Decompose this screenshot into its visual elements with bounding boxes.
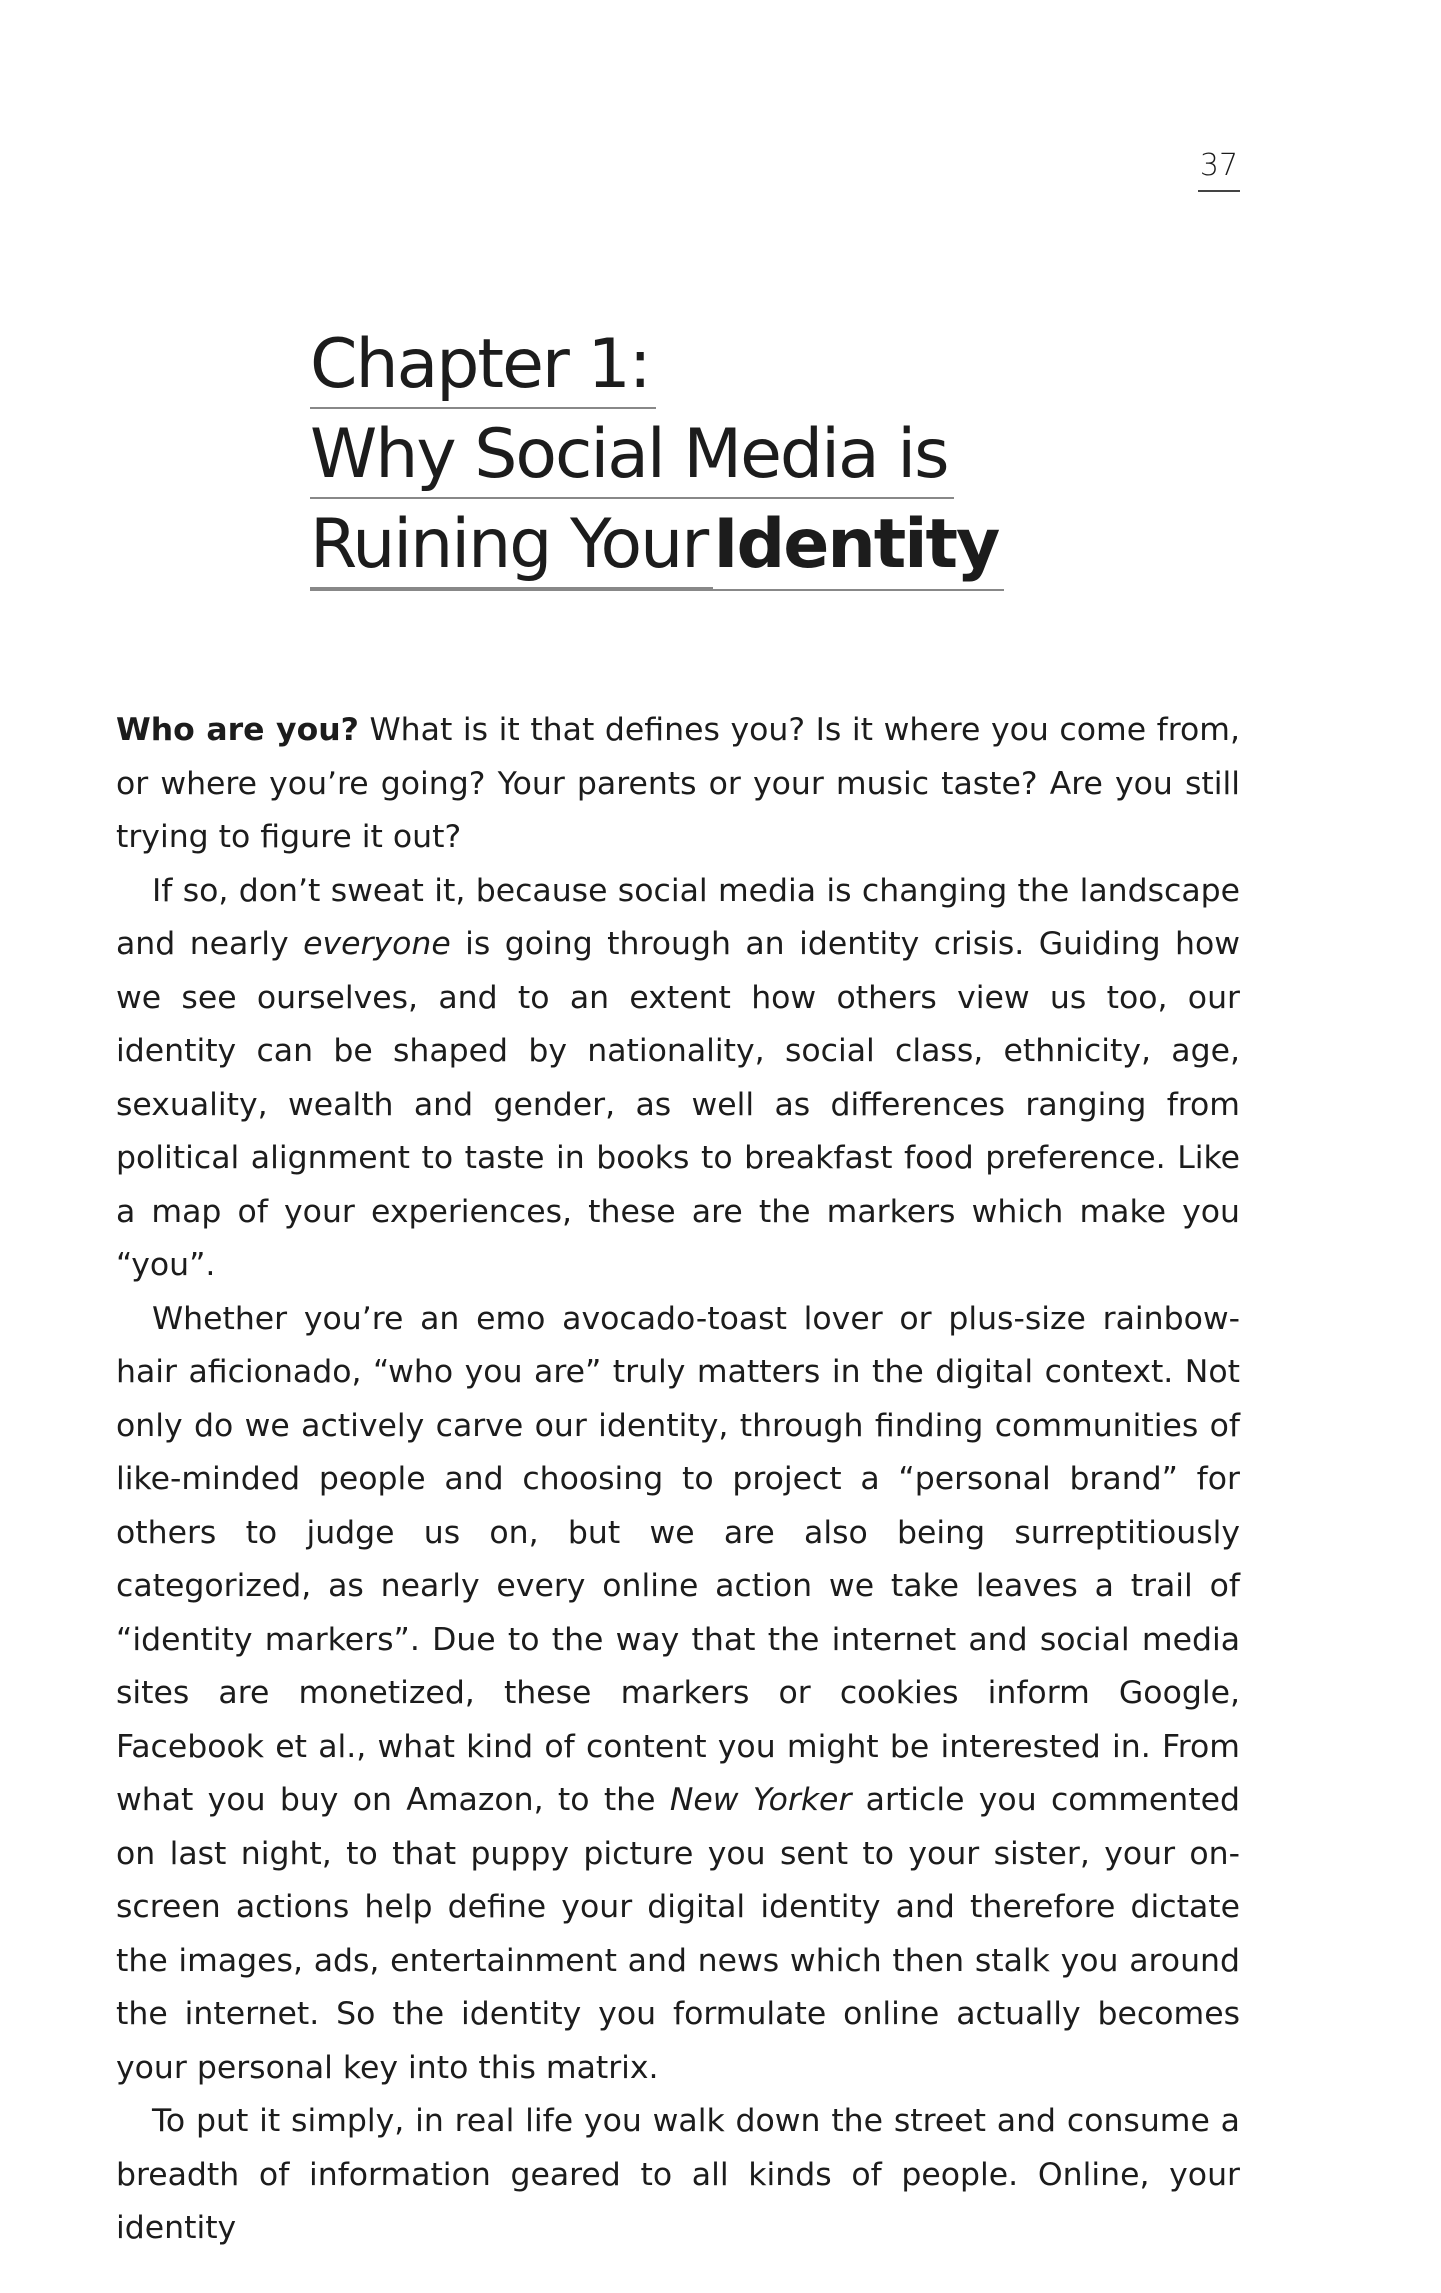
chapter-title-prefix: Ruining Your [310, 503, 713, 589]
chapter-title-text-2: Why Social Media is [310, 413, 954, 499]
chapter-number: Chapter 1: [310, 323, 656, 409]
chapter-title-line-2 [310, 412, 1030, 502]
paragraph-3-emphasis: New Yorker [669, 1782, 852, 1818]
body-text [116, 704, 1240, 2256]
chapter-title-bold-word: Identity [713, 505, 999, 584]
chapter-title-text-3 [310, 503, 1004, 591]
chapter-title-line-1 [310, 322, 1030, 412]
paragraph-2-emphasis: everyone [303, 926, 451, 962]
paragraph-3-text-b: article you commented on last night, to that puppy picture you sent to your sister, your on-screen actions help define your digital identity and therefore dictate the images, ads, entertainment and news which then stalk you around the internet. So the identity you formulate online actually becomes your personal key into this matrix. [116, 1782, 1240, 2086]
opening-question: Who are you? [116, 712, 359, 748]
chapter-title-line-3 [310, 502, 1030, 592]
paragraph-4: To put it simply, in real life you walk down the street and consume a breadth of information geared to all kinds of people. Online, your identity [116, 2103, 1240, 2246]
chapter-title [310, 322, 1030, 592]
paragraph-1 [116, 704, 1240, 865]
paragraph-3-text-a: Whether you’re an emo avocado-toast lover or plus-size rainbow-hair aficionado, “who you are” truly matters in the digital context. Not only do we actively carve our identity, through finding communities of like-minded people and choosing to project a “personal brand” for others to judge us on, but we are also being surreptitiously categorized, as nearly every online action we take leaves a trail of “identity markers”. Due to the way that the internet and social media sites are monetized, these markers or cookies inform Google, Facebook et al., what kind of content you might be interested in. From what you buy on Amazon, to the [116, 1300, 1240, 1818]
paragraph-2-text-b: is going through an identity crisis. Guiding how we see ourselves, and to an extent how others view us too, our identity can be shaped by nationality, social class, ethnicity, age, sexuality, wealth and gender, as well as differences ranging from political alignment to taste in books to breakfast food preference. Like a map of your experiences, these are the markers which make you “you”. [116, 926, 1240, 1283]
paragraph-1-text: What is it that defines you? Is it where you come from, or where you’re going? Your parents or your music taste? Are you still trying to figure it out? [116, 712, 1240, 855]
paragraph-2 [116, 865, 1240, 1293]
paragraph-2-text-a: If so, don’t sweat it, because social media is changing the landscape and nearly [116, 872, 1240, 962]
page-number: 37 [1198, 148, 1240, 192]
paragraph-3 [116, 1293, 1240, 2096]
